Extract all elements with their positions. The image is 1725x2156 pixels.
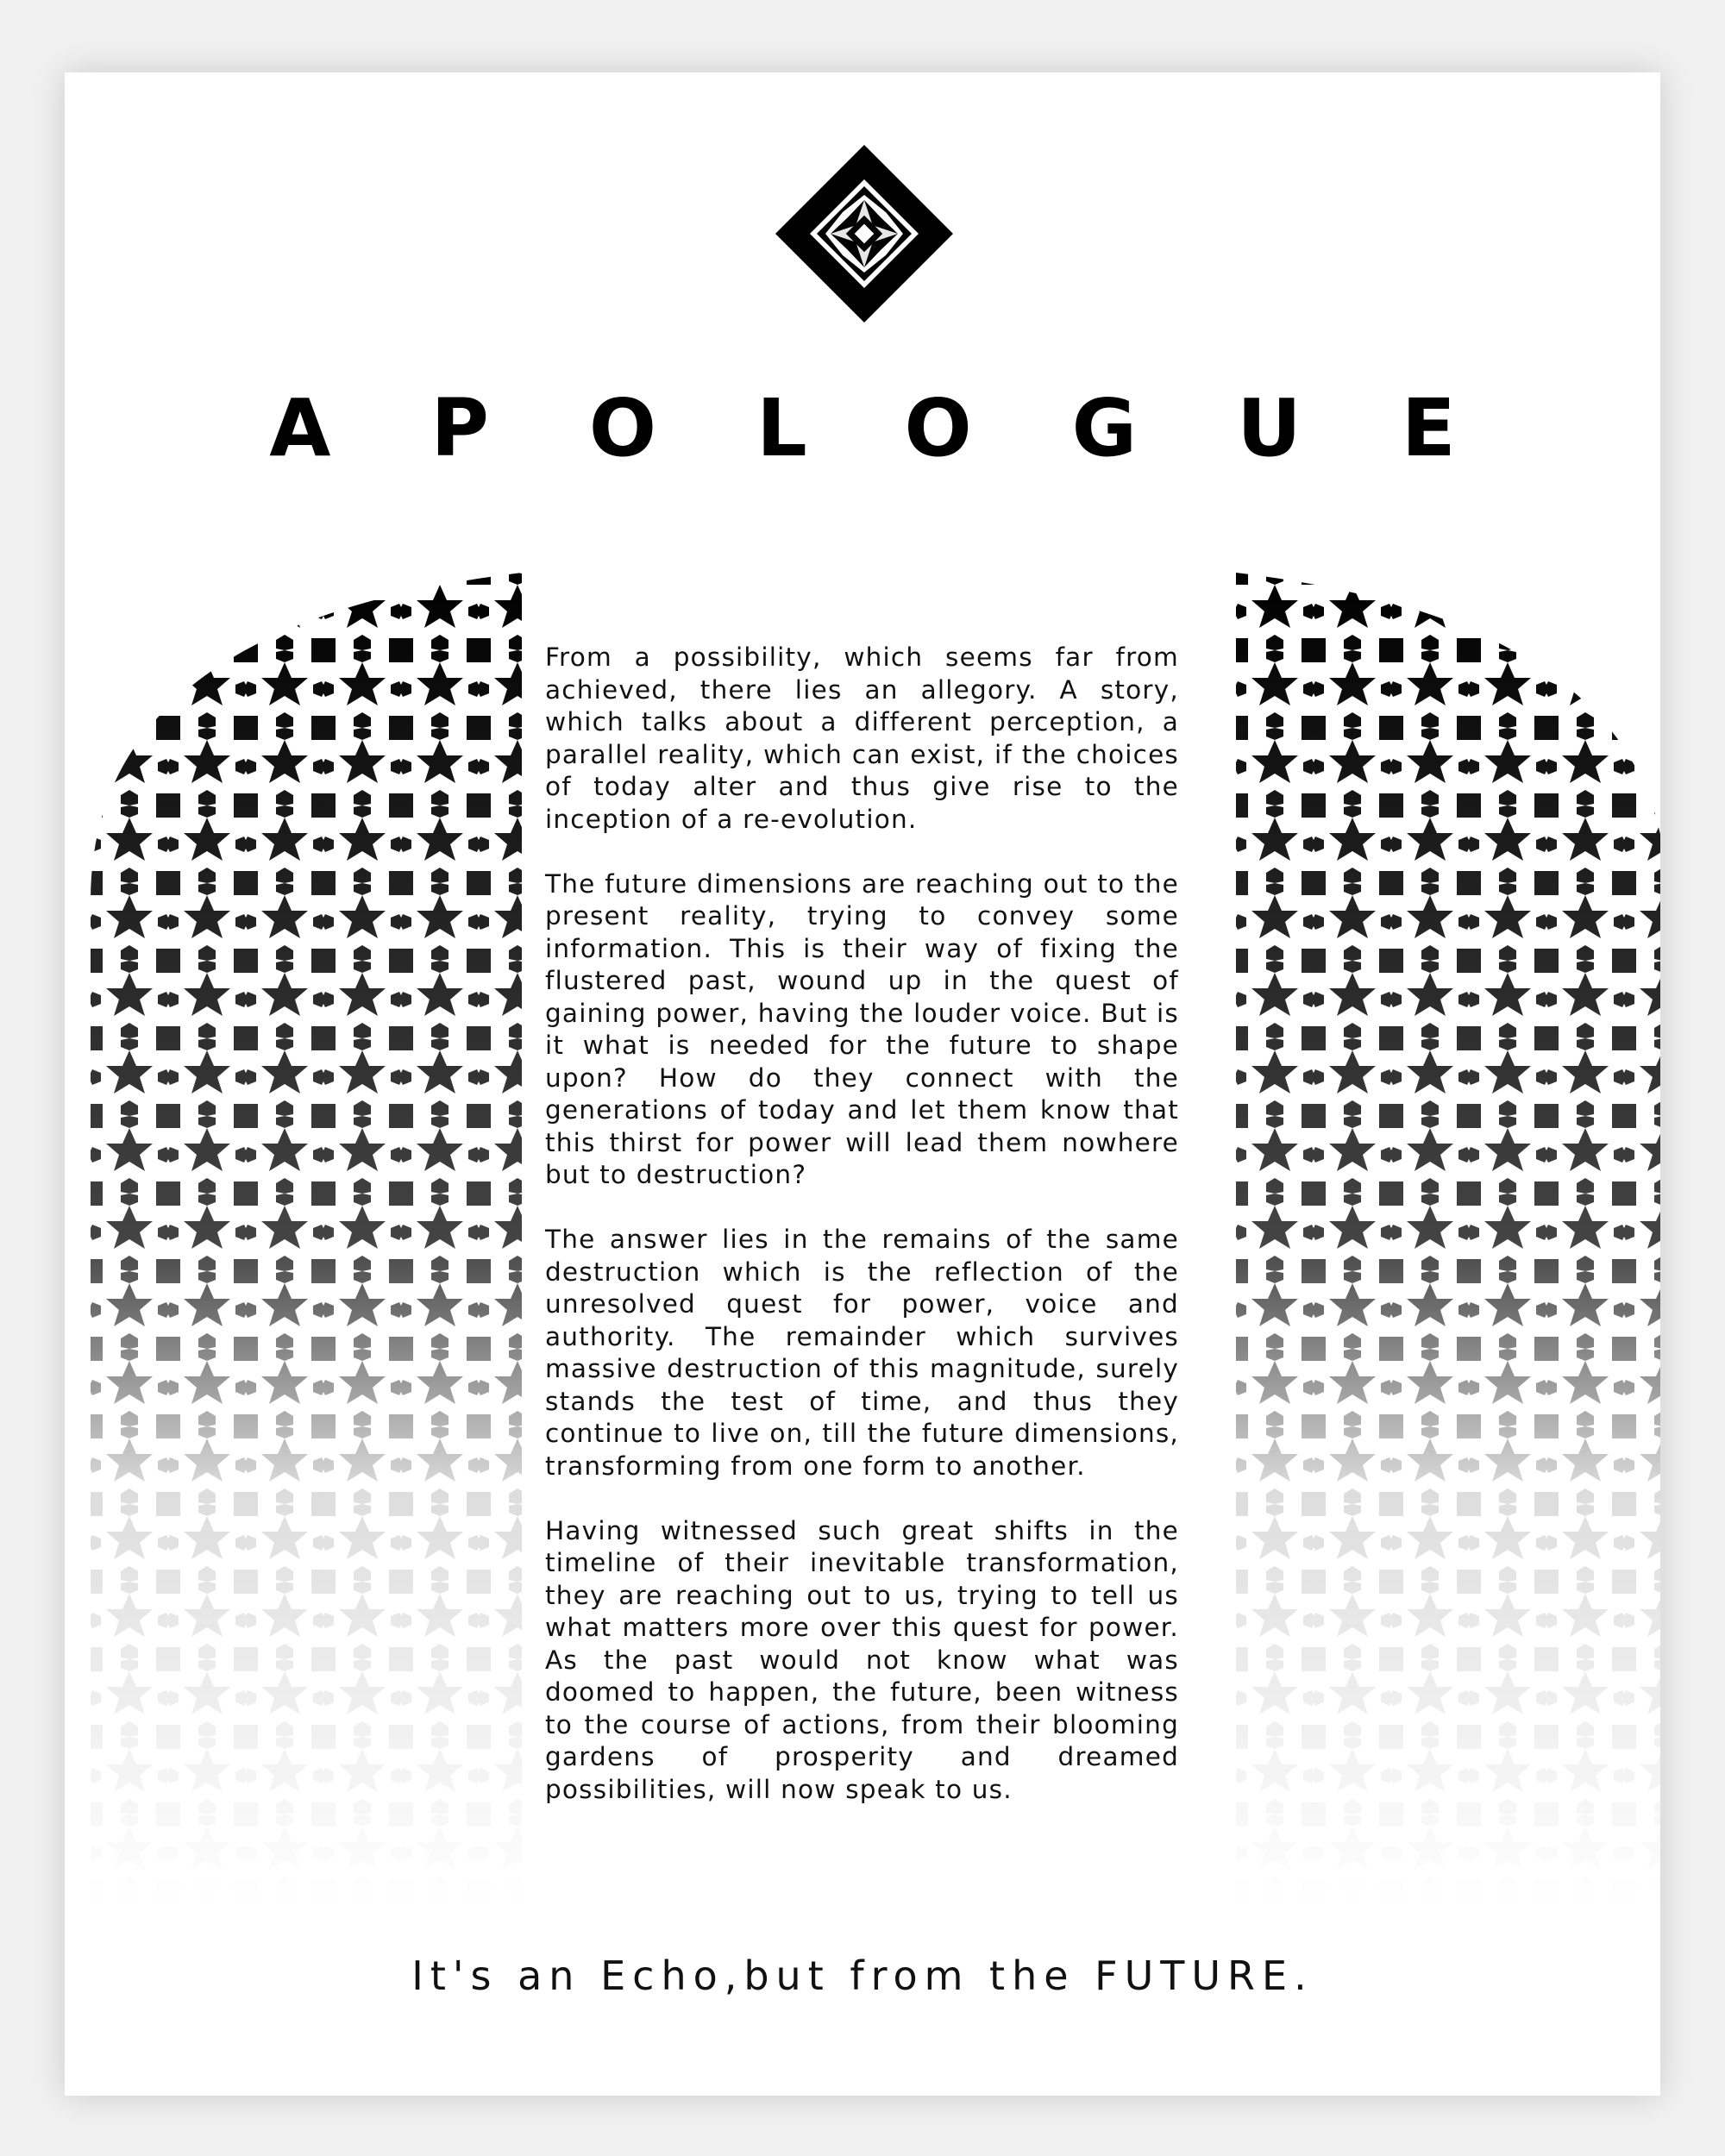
paragraph: The answer lies in the remains of the same destruction which is the reflection of the unresolved quest for power, voice and authority. The remainder which survives massive destruction of this magnitude, surely stands the test of time, and thus they continue to live on, till the future dimensions, transforming from one form to another. [545, 1225, 1179, 1481]
paragraph: From a possibility, which seems far from achieved, there lies an allegory. A story, which talks about a different perception, a parallel reality, which can exist, if the choices of today alter and thus give rise to the inception of a re-evolution. [545, 642, 1179, 834]
tagline: It's an Echo,but from the FUTURE. [411, 1952, 1314, 1999]
paragraph: The future dimensions are reaching out to the present reality, trying to convey some information. This is their way of fixing the flustered past, wound up in the quest of gaining power, having the louder voice. But is it what is needed for the future to shape upon? How do they connect with the generations of today and let them know that this thirst for power will lead them nowhere but to destruction? [545, 868, 1179, 1189]
document-page [65, 72, 1660, 2096]
right-lattice-arch-icon [1236, 573, 1660, 2056]
body-text [545, 642, 1179, 1839]
page-title: APOLOGUE [269, 382, 1556, 474]
paragraph: Having witnessed such great shifts in the timeline of their inevitable transformation, they are reaching out to us, trying to tell us what matters more over this quest for power. As the past would not know what was doomed to happen, the future, been witness to the course of actions, from their blooming gardens of prosperity and dreamed possibilities, will now speak to us. [545, 1515, 1179, 1804]
left-lattice-arch-icon [91, 573, 522, 2056]
geometric-diamond-emblem-icon [774, 143, 955, 324]
